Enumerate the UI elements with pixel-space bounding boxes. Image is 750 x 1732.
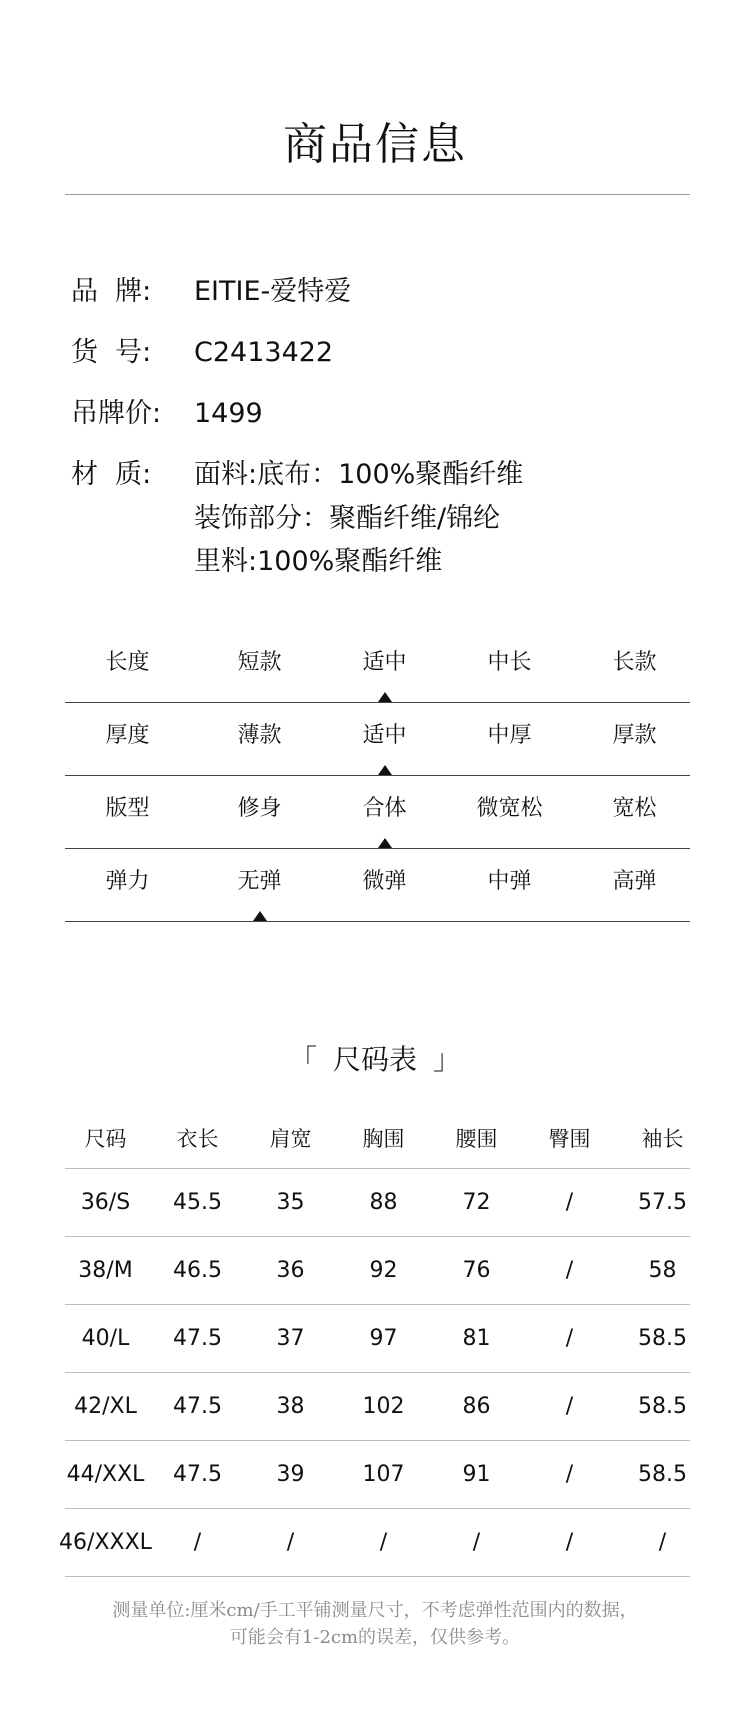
- table-cell: 36: [276, 1258, 305, 1283]
- table-cell: 57.5: [638, 1190, 687, 1215]
- table-row: [65, 1441, 690, 1509]
- size-chart-title-text: 尺码表: [332, 1043, 417, 1076]
- column-header: 尺码: [84, 1127, 127, 1151]
- attribute-option: 修身: [237, 796, 282, 821]
- material-line: 装饰部分：聚酯纤维/锦纶: [194, 503, 501, 534]
- table-cell: /: [565, 1530, 574, 1555]
- table-cell: /: [193, 1530, 202, 1555]
- table-cell: /: [658, 1530, 667, 1555]
- table-cell: 86: [462, 1394, 491, 1419]
- table-cell: /: [565, 1190, 574, 1215]
- selected-marker-icon: [378, 692, 392, 702]
- table-cell: 58.5: [638, 1326, 687, 1351]
- footnote-line: 可能会有1-2cm的误差，仅供参考。: [229, 1627, 521, 1648]
- price-label: 吊牌价:: [71, 398, 162, 429]
- table-cell: 46/XXXL: [59, 1530, 152, 1555]
- sku-label: 货 号:: [71, 337, 152, 368]
- table-row: [65, 1237, 690, 1305]
- table-cell: 58: [648, 1258, 677, 1283]
- table-row: [65, 1305, 690, 1373]
- selected-marker-icon: [378, 838, 392, 848]
- table-cell: 42/XL: [74, 1394, 137, 1419]
- table-cell: 37: [276, 1326, 305, 1351]
- table-cell: 47.5: [173, 1394, 222, 1419]
- attribute-option: 无弹: [237, 869, 282, 894]
- table-cell: /: [565, 1462, 574, 1487]
- table-cell: 45.5: [173, 1190, 222, 1215]
- attribute-row: [65, 848, 690, 922]
- material-line: 里料:100%聚酯纤维: [194, 546, 443, 577]
- attribute-row: [65, 775, 690, 849]
- table-cell: /: [286, 1530, 295, 1555]
- open-bracket: 「: [288, 1043, 317, 1076]
- table-cell: 92: [369, 1258, 398, 1283]
- table-cell: 38/M: [78, 1258, 133, 1283]
- attribute-option: 中弹: [487, 869, 532, 894]
- column-header: 臀围: [548, 1127, 591, 1151]
- attribute-option: 厚款: [612, 723, 657, 748]
- attribute-option: 短款: [237, 650, 282, 675]
- attribute-row: [65, 629, 690, 703]
- size-table-header: [65, 1110, 690, 1169]
- attribute-option: 薄款: [237, 723, 282, 748]
- material-line: 面料:底布：100%聚酯纤维: [194, 459, 524, 490]
- sku-value: C2413422: [194, 337, 334, 368]
- attribute-label: 版型: [105, 796, 150, 821]
- table-cell: 47.5: [173, 1462, 222, 1487]
- column-header: 肩宽: [269, 1127, 312, 1151]
- attribute-option: 微弹: [362, 869, 407, 894]
- attribute-label: 厚度: [105, 723, 150, 748]
- table-row: [59, 1509, 690, 1577]
- column-header: 衣长: [176, 1127, 219, 1151]
- table-cell: 76: [462, 1258, 491, 1283]
- attribute-option: 中长: [487, 650, 532, 675]
- measurement-footnote: [0, 1597, 750, 1651]
- close-bracket: 」: [433, 1043, 462, 1076]
- column-header: 袖长: [641, 1127, 684, 1151]
- table-cell: 58.5: [638, 1462, 687, 1487]
- column-header: 腰围: [455, 1127, 498, 1151]
- table-cell: 46.5: [173, 1258, 222, 1283]
- table-row: [65, 1373, 690, 1441]
- price-value: 1499: [194, 398, 263, 429]
- attribute-label: 弹力: [105, 869, 150, 894]
- table-cell: 36/S: [80, 1190, 131, 1215]
- title-divider: [65, 194, 690, 195]
- table-cell: /: [472, 1530, 481, 1555]
- table-cell: 97: [369, 1326, 398, 1351]
- table-cell: 88: [369, 1190, 398, 1215]
- attribute-option: 合体: [362, 796, 407, 821]
- selected-marker-icon: [378, 765, 392, 775]
- attribute-option: 宽松: [612, 796, 657, 821]
- material-label: 材 质:: [71, 459, 152, 490]
- table-row: [65, 1169, 690, 1237]
- attribute-option: 微宽松: [476, 796, 543, 821]
- table-cell: 102: [362, 1394, 405, 1419]
- brand-value: EITIE-爱特爱: [194, 276, 352, 307]
- page-title: 商品信息: [283, 119, 467, 170]
- table-cell: /: [565, 1258, 574, 1283]
- table-cell: 44/XXL: [66, 1462, 145, 1487]
- footnote-line: 测量单位:厘米cm/手工平铺测量尺寸，不考虑弹性范围内的数据，: [112, 1600, 638, 1621]
- table-cell: 39: [276, 1462, 305, 1487]
- table-cell: 47.5: [173, 1326, 222, 1351]
- size-table: [59, 1110, 690, 1577]
- table-cell: 38: [276, 1394, 305, 1419]
- attribute-option: 高弹: [612, 869, 657, 894]
- column-header: 胸围: [362, 1127, 405, 1151]
- selected-marker-icon: [253, 911, 267, 921]
- table-cell: /: [565, 1326, 574, 1351]
- table-cell: 91: [462, 1462, 491, 1487]
- attribute-label: 长度: [105, 650, 150, 675]
- attribute-option: 中厚: [487, 723, 532, 748]
- size-chart-title: [0, 1040, 750, 1080]
- attribute-option: 适中: [362, 650, 407, 675]
- attribute-option: 适中: [362, 723, 407, 748]
- table-cell: 35: [276, 1190, 305, 1215]
- table-cell: /: [565, 1394, 574, 1419]
- table-cell: 81: [462, 1326, 491, 1351]
- attribute-row: [65, 702, 690, 776]
- table-cell: 107: [362, 1462, 405, 1487]
- attribute-option: 长款: [612, 650, 657, 675]
- table-cell: 40/L: [81, 1326, 130, 1351]
- table-cell: 72: [462, 1190, 491, 1215]
- table-cell: 58.5: [638, 1394, 687, 1419]
- brand-label: 品 牌:: [71, 276, 152, 307]
- table-cell: /: [379, 1530, 388, 1555]
